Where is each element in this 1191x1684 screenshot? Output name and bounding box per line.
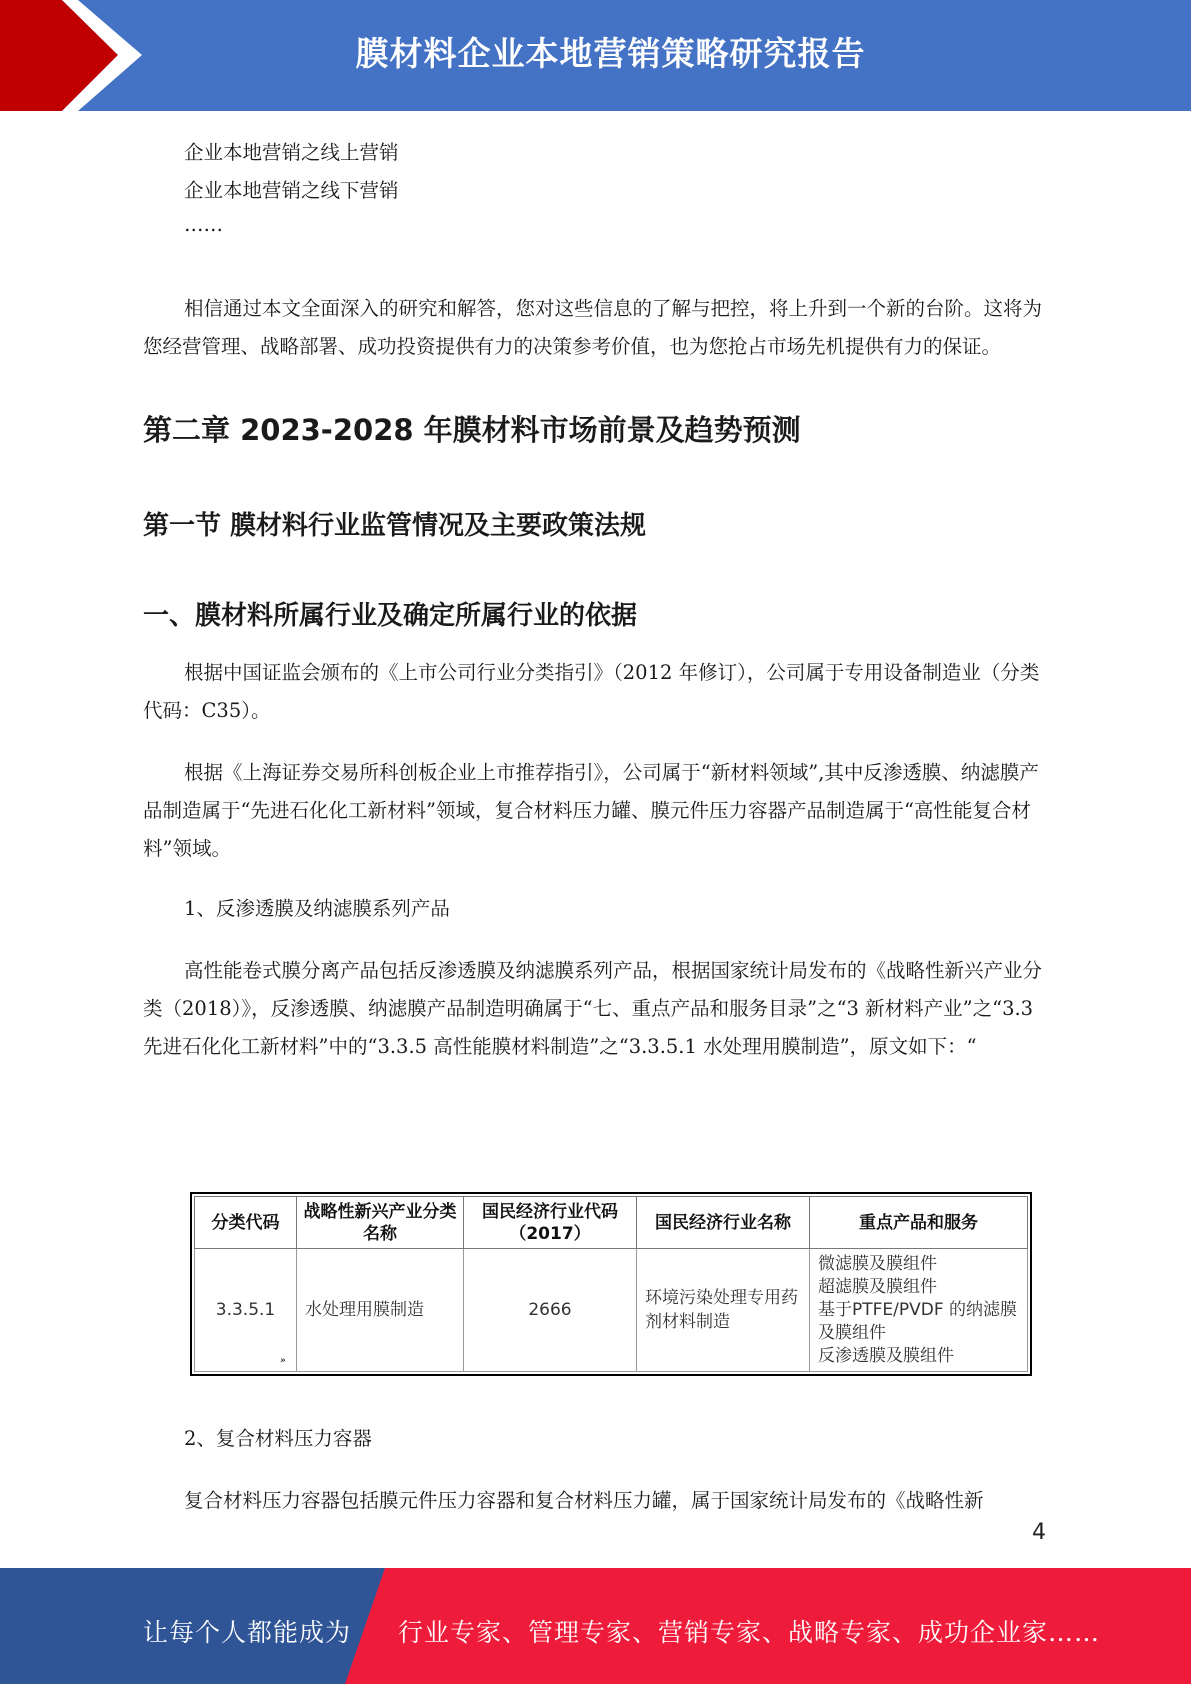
table-row xyxy=(195,1249,1028,1372)
toc-line-ellipsis: …… xyxy=(184,213,223,236)
product-item: 基于PTFE/PVDF 的纳滤膜及膜组件 xyxy=(818,1299,1018,1343)
item-ro-nf-title: 1、反渗透膜及纳滤膜系列产品 xyxy=(184,897,450,920)
document-body-continued xyxy=(143,1420,1048,1520)
header-products: 重点产品和服务 xyxy=(810,1197,1028,1249)
header-strategic-name: 战略性新兴产业分类名称 xyxy=(297,1197,464,1249)
page-header xyxy=(0,0,1191,111)
subsection-title: 一、膜材料所属行业及确定所属行业的依据 xyxy=(143,601,638,631)
paragraph-pressure-vessel: 复合材料压力容器包括膜元件压力容器和复合材料压力罐，属于国家统计局发布的《战略性新 xyxy=(184,1489,984,1512)
cell-products xyxy=(810,1249,1028,1372)
header-industry-code: 国民经济行业代码（2017） xyxy=(464,1197,637,1249)
footer-slogan-right: 行业专家、管理专家、营销专家、战略专家、成功企业家…… xyxy=(398,1618,1101,1647)
report-title: 膜材料企业本地营销策略研究报告 xyxy=(355,34,866,73)
page-number: 4 xyxy=(1032,1520,1046,1545)
paragraph-strategic-classification: 高性能卷式膜分离产品包括反渗透膜及纳滤膜系列产品，根据国家统计局发布的《战略性新兴产业分类（2018）》，反渗透膜、纳滤膜产品制造明确属于“七、重点产品和服务目录”之“3 新材料产业”之“3.3 先进石化化工新材料”中的“3.3.5 高性能膜材料制造”之“3.3.5.1 水处理用膜制造”，原文如下：“ xyxy=(143,959,1043,1058)
footer-slogan-left: 让每个人都能成为 xyxy=(143,1618,352,1647)
classification-table-frame xyxy=(190,1192,1032,1376)
toc-line-offline: 企业本地营销之线下营销 xyxy=(184,179,399,202)
cell-industry-code: 2666 xyxy=(464,1249,637,1372)
cell-strategic-name: 水处理用膜制造 xyxy=(297,1249,464,1372)
toc-line-online: 企业本地营销之线上营销 xyxy=(184,141,399,164)
header-industry-name: 国民经济行业名称 xyxy=(637,1197,810,1249)
product-item: 反渗透膜及膜组件 xyxy=(818,1345,954,1366)
chapter-title: 第二章 2023-2028 年膜材料市场前景及趋势预测 xyxy=(143,413,801,447)
header-code: 分类代码 xyxy=(195,1197,297,1249)
page-footer xyxy=(0,1568,1191,1684)
product-item: 超滤膜及膜组件 xyxy=(818,1276,937,1297)
intro-paragraph: 相信通过本文全面深入的研究和解答，您对这些信息的了解与把控，将上升到一个新的台阶。这将为您经营管理、战略部署、成功投资提供有力的决策参考价值，也为您抢占市场先机提供有力的保证。 xyxy=(143,297,1043,358)
product-item: 微滤膜及膜组件 xyxy=(818,1253,937,1274)
table-corner-mark: » xyxy=(280,1356,286,1366)
classification-table xyxy=(194,1196,1028,1372)
item-pressure-vessel-title: 2、复合材料压力容器 xyxy=(184,1427,372,1450)
section-title: 第一节 膜材料行业监管情况及主要政策法规 xyxy=(143,511,647,541)
cell-industry-name: 环境污染处理专用药剂材料制造 xyxy=(637,1249,810,1372)
document-body xyxy=(143,134,1048,1066)
cell-code: 3.3.5.1 xyxy=(195,1249,297,1372)
paragraph-sse-guideline: 根据《上海证券交易所科创板企业上市推荐指引》，公司属于“新材料领域”,其中反渗透膜、纳滤膜产品制造属于“先进石化化工新材料”领域，复合材料压力罐、膜元件压力容器产品制造属于“高性能复合材料”领域。 xyxy=(143,761,1039,860)
paragraph-industry-classification: 根据中国证监会颁布的《上市公司行业分类指引》（2012 年修订），公司属于专用设备制造业（分类代码：C35）。 xyxy=(143,661,1040,722)
